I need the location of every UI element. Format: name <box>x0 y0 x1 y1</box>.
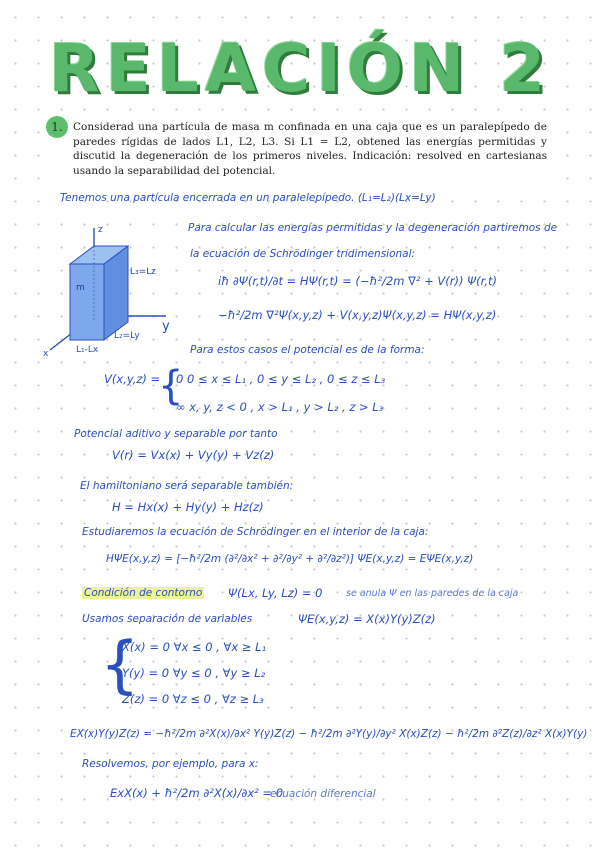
eq-schrodinger-time: iħ ∂Ψ(r,t)/∂t = HΨ(r,t) = (−ħ²/2m ∇² + V(r)) Ψ(r,t) <box>218 274 497 288</box>
z-label: z <box>98 225 103 235</box>
potential-lhs: V(x,y,z) = <box>104 372 161 386</box>
line-hamiltonian: El hamiltoniano será separable también: <box>80 480 294 492</box>
separation-brace: { <box>100 628 140 701</box>
boundary-note: se anula Ψ en las paredes de la caja <box>346 588 519 599</box>
problem-text: Considerad una partícula de masa m confinada en una caja que es un paralepípedo de paredes rígidas de lados L1, L2, L3. Si L1 = L2, obtened las energías permitidas y discutid la degeneración de los primeros niveles. Indicación: resolved en cartesianas usando la separabilidad del potencial. <box>73 121 547 177</box>
sep-case-z: Z(z) = 0 ∀z ≤ 0 , ∀z ≥ L₃ <box>122 692 264 706</box>
box-diagram <box>40 218 200 358</box>
sep-case-y: Y(y) = 0 ∀y ≤ 0 , ∀y ≥ L₂ <box>122 666 266 680</box>
potential-brace: { <box>158 363 184 409</box>
line-study-interior: Estudiaremos la ecuación de Schrödinger en el interior de la caja: <box>82 526 429 538</box>
boundary-condition-label <box>82 587 204 599</box>
x-label: x <box>43 349 49 358</box>
eq-hamiltonian: H = Hx(x) + Hy(y) + Hz(z) <box>112 500 264 514</box>
eq-schrodinger-stationary: −ħ²/2m ∇²Ψ(x,y,z) + V(x,y,z)Ψ(x,y,z) = HΨ(x,y,z) <box>218 308 497 322</box>
line-schrodinger-intro: la ecuación de Schrödinger tridimensional: <box>190 248 416 260</box>
page-title: RELACIÓN 2 <box>48 30 552 107</box>
intro-line: Tenemos una partícula encerrada en un paralelepípedo. (L₁=L₂)(Lx=Ly) <box>60 192 436 204</box>
line-additive: Potencial aditivo y separable por tanto <box>74 428 278 440</box>
potential-case-inside: 0 0 ≤ x ≤ L₁ , 0 ≤ y ≤ L₂ , 0 ≤ z ≤ L₃ <box>176 372 386 386</box>
differential-note: ecuación diferencial <box>270 788 376 800</box>
y-label: y <box>162 319 170 334</box>
L2-label: L₂=Ly <box>114 331 140 341</box>
problem-number-badge: 1. <box>46 116 68 138</box>
eq-differential: ExX(x) + ħ²/2m ∂²X(x)/∂x² = 0 <box>110 786 284 800</box>
mass-label: m <box>76 283 85 293</box>
eq-interior: HΨE(x,y,z) = [−ħ²/2m (∂²/∂x² + ∂²/∂y² + ∂²/∂z²)] ΨE(x,y,z) = EΨE(x,y,z) <box>106 553 474 565</box>
sep-case-x: X(x) = 0 ∀x ≤ 0 , ∀x ≥ L₁ <box>122 640 267 654</box>
potential-case-outside: ∞ x, y, z < 0 , x > L₁ , y > L₂ , z > L₃ <box>176 400 384 414</box>
problem-statement <box>52 118 546 180</box>
eq-expanded: EX(x)Y(y)Z(z) = −ħ²/2m ∂²X(x)/∂x² Y(y)Z(z) − ħ²/2m ∂²Y(y)/∂y² X(x)Z(z) − ħ²/2m ∂²Z(z)/∂z² X(x)Y(y) <box>70 728 588 740</box>
boundary-condition-eq: Ψ(Lx, Ly, Lz) = 0 <box>228 586 323 600</box>
L3-label: L₃=Lz <box>130 267 156 277</box>
separation-label: Usamos separación de variables <box>82 613 253 625</box>
eq-additive-potential: V(r) = Vx(x) + Vy(y) + Vz(z) <box>112 448 275 462</box>
line-calc-energies: Para calcular las energías permitidas y la degeneración partiremos de <box>188 222 558 234</box>
line-potential-intro: Para estos casos el potencial es de la forma: <box>190 344 425 356</box>
L1-label: L₁-Lx <box>76 345 99 355</box>
line-solve-x: Resolvemos, por ejemplo, para x: <box>82 758 259 770</box>
separation-eq: ΨE(x,y,z) = X(x)Y(y)Z(z) <box>298 612 436 626</box>
boundary-label-highlight: Condición de contorno <box>84 587 203 599</box>
box-front-face <box>70 264 104 340</box>
